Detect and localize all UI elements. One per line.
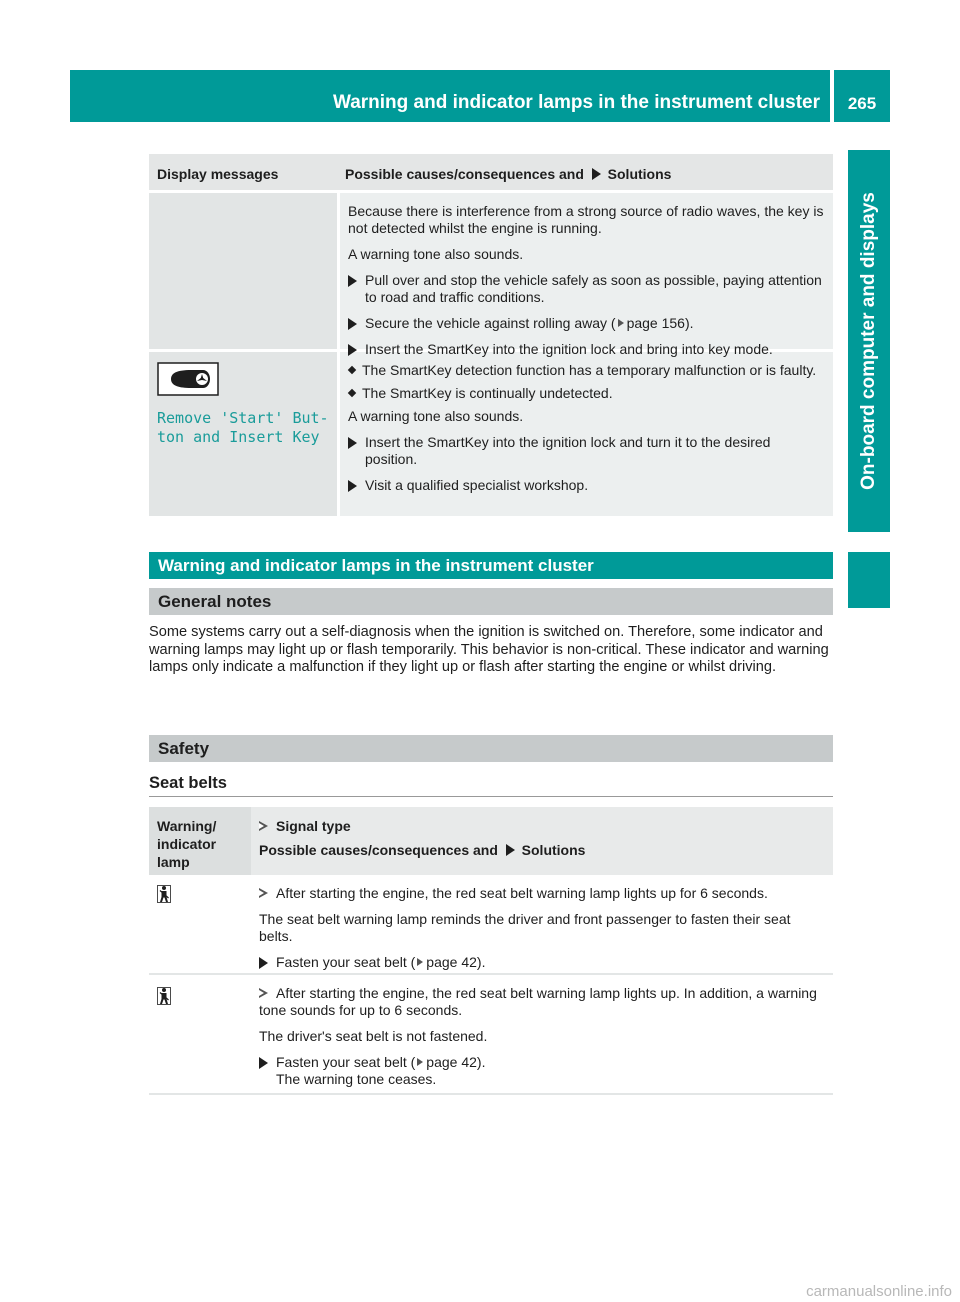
- instruction-item: [259, 954, 825, 971]
- signal-description: After starting the engine, the red seat belt warning lamp lights up for 6 seconds.: [276, 885, 768, 901]
- message-cell-empty: [149, 193, 337, 349]
- column-header-causes-text: Possible causes/consequences and: [345, 166, 584, 182]
- cause-text: Because there is interference from a strong source of radio waves, the key is not detected whilst the engine is running.: [348, 203, 824, 236]
- instruction-item: Visit a qualified specialist workshop.: [348, 477, 825, 494]
- display-message-text: Remove 'Start' But‐ ton and Insert Key: [157, 409, 329, 446]
- action-arrow-icon: [506, 844, 515, 856]
- table-row: [149, 349, 833, 516]
- page-reference-link[interactable]: page 156).: [626, 315, 694, 331]
- action-arrow-icon: [592, 168, 601, 180]
- table-row: [149, 975, 833, 1095]
- seat-belts-heading: Seat belts: [149, 774, 227, 792]
- instruction-item: Insert the SmartKey into the ignition lock and bring into key mode.: [348, 341, 825, 358]
- causes-header: [259, 841, 825, 859]
- signal-type-header: [259, 817, 825, 835]
- instruction-text: Fasten your seat belt (: [276, 1054, 416, 1070]
- column-header-causes: [337, 154, 833, 190]
- page-reference-icon: [417, 958, 423, 966]
- watermark: carmanualsonline.info: [806, 1283, 952, 1300]
- lamp-cell: [149, 875, 251, 973]
- causes-cell: [340, 193, 833, 357]
- side-marker: [848, 552, 890, 608]
- cause-bullet: The SmartKey is continually undetected.: [348, 385, 825, 402]
- table-row: [149, 875, 833, 975]
- general-notes-text: Some systems carry out a self-diagnosis when the ignition is switched on. Therefore, some indicator and warning lamps may light up or flash temporarily. This behavior is non-critical. These indicator and warning lamps only indicate a malfunction if they light up or flash after starting the engine or whilst driving.: [149, 624, 829, 675]
- warning-tone-text: A warning tone also sounds.: [348, 246, 524, 262]
- table-header: [149, 807, 833, 875]
- lamp-cell: [149, 975, 251, 1093]
- warning-tone-text: A warning tone also sounds.: [348, 408, 524, 424]
- page-header-title: Warning and indicator lamps in the instrument cluster: [332, 92, 820, 113]
- signal-cell: [251, 875, 833, 973]
- page-reference-icon: [618, 319, 624, 327]
- signal-cell: [251, 975, 833, 1093]
- display-messages-table: [149, 154, 833, 516]
- causes-cell: [340, 352, 833, 516]
- safety-title: Safety: [158, 739, 210, 758]
- safety-heading: [149, 735, 833, 762]
- instruction-result: The warning tone ceases.: [276, 1071, 437, 1087]
- page-number: 265: [847, 94, 877, 113]
- instruction-item: [348, 315, 825, 332]
- causes-header-text: Possible causes/consequences and: [259, 842, 498, 858]
- column-header-solutions-text: Solutions: [607, 166, 672, 182]
- instruction-item: Insert the SmartKey into the ignition lock and turn it to the desired position.: [348, 434, 825, 468]
- signal-description: After starting the engine, the red seat belt warning lamp lights up. In addition, a warning tone sounds for up to 6 seconds.: [259, 985, 817, 1018]
- page-number-box: [834, 70, 890, 122]
- table-row: [149, 190, 833, 357]
- signal-type-icon: [259, 987, 269, 999]
- column-header-signal: [251, 807, 833, 875]
- signal-type-label: Signal type: [276, 818, 351, 834]
- instruction-item: [259, 1054, 825, 1088]
- cause-bullet: The SmartKey detection function has a temporary malfunction or is faulty.: [348, 362, 825, 379]
- signal-type-icon: [259, 887, 269, 899]
- signal-type-icon: [259, 820, 269, 832]
- seat-belt-warning-icon: [157, 987, 171, 1008]
- message-cell: [149, 352, 337, 516]
- cause-text: The seat belt warning lamp reminds the driver and front passenger to fasten their seat belts.: [259, 911, 791, 944]
- page-reference-link[interactable]: page 42).: [426, 1054, 486, 1070]
- signal-text: [259, 885, 825, 902]
- table-header: [149, 154, 833, 190]
- general-notes-heading: [149, 588, 833, 615]
- smartkey-icon: [157, 362, 219, 399]
- page-reference-icon: [417, 1058, 423, 1066]
- column-header-display-messages: Display messages: [157, 166, 279, 182]
- signal-text: [259, 985, 825, 1019]
- instruction-text: Secure the vehicle against rolling away (: [365, 315, 616, 331]
- solutions-header-text: Solutions: [521, 842, 586, 858]
- section-heading: [149, 552, 833, 579]
- instruction-item: Pull over and stop the vehicle safely as soon as possible, paying attention to road and traffic conditions.: [348, 272, 825, 306]
- section-heading-text: Warning and indicator lamps in the instrument cluster: [158, 556, 594, 575]
- divider: [149, 796, 833, 797]
- side-tab: [848, 150, 890, 532]
- seat-belt-warning-icon: [157, 885, 171, 906]
- column-header-lamp: Warning/ indicator lamp: [149, 807, 251, 875]
- page-reference-link[interactable]: page 42).: [426, 954, 486, 970]
- cause-text: The driver's seat belt is not fastened.: [259, 1028, 488, 1044]
- seat-belt-lamps-table: [149, 807, 833, 1095]
- header-bar: [70, 70, 830, 122]
- instruction-text: Fasten your seat belt (: [276, 954, 416, 970]
- general-notes-title: General notes: [158, 592, 272, 611]
- side-tab-label: On-board computer and displays: [858, 192, 879, 490]
